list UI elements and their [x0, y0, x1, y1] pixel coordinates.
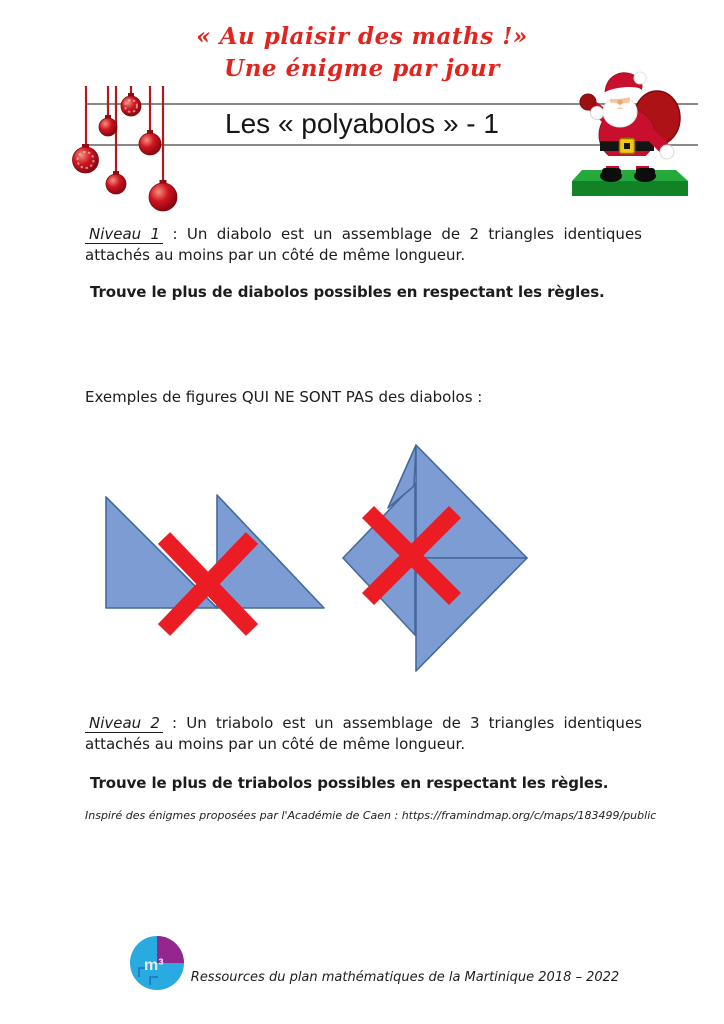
level1-line1: [85, 224, 642, 245]
figure-triangle-pinwheel: [343, 445, 527, 671]
level2-challenge: Trouve le plus de triabolos possibles en respectant les règles.: [90, 774, 609, 792]
santa-hat: [601, 72, 646, 101]
level2-line2: attachés au moins par un côté de même longueur.: [85, 735, 466, 753]
level2-separator: :: [162, 714, 187, 732]
christmas-baubles-icon: [70, 84, 185, 219]
logo-text: m³: [144, 957, 164, 974]
santa-coat-hem: [601, 156, 653, 166]
level1-challenge: Trouve le plus de diabolos possibles en respectant les règles.: [90, 283, 605, 301]
motto-line-2: Une énigme par jour: [224, 55, 500, 82]
santa-base: [572, 170, 688, 196]
examples-caption: Exemples de figures QUI NE SONT PAS des diabolos :: [85, 388, 483, 406]
level2-text-line1: Un triabolo est un assemblage de 3 triangles identiques: [186, 714, 642, 732]
level1-text-line1: Un diabolo est un assemblage de 2 triangles identiques: [186, 225, 642, 243]
page-title: Les « polyabolos » - 1: [225, 108, 499, 139]
level1-line2: attachés au moins par un côté de même longueur.: [85, 246, 466, 264]
level2-line1: [85, 713, 642, 734]
level1-paragraph: [85, 224, 642, 266]
non-diabolo-examples-figure: [85, 440, 545, 690]
level2-paragraph: [85, 713, 642, 755]
motto-line-1: « Au plaisir des maths !»: [196, 23, 528, 50]
level1-label: Niveau 1: [85, 225, 163, 244]
baubles: [73, 93, 178, 211]
santa-claus-icon: [568, 68, 694, 198]
figure-two-triangles: [106, 495, 324, 630]
footer-caption: Ressources du plan mathématiques de la Martinique 2018 – 2022: [190, 970, 620, 985]
level2-label: Niveau 2: [85, 714, 163, 733]
level1-separator: :: [163, 225, 187, 243]
source-note: Inspiré des énigmes proposées par l'Académie de Caen : https://framindmap.org/c/maps/183499/public: [85, 809, 657, 822]
